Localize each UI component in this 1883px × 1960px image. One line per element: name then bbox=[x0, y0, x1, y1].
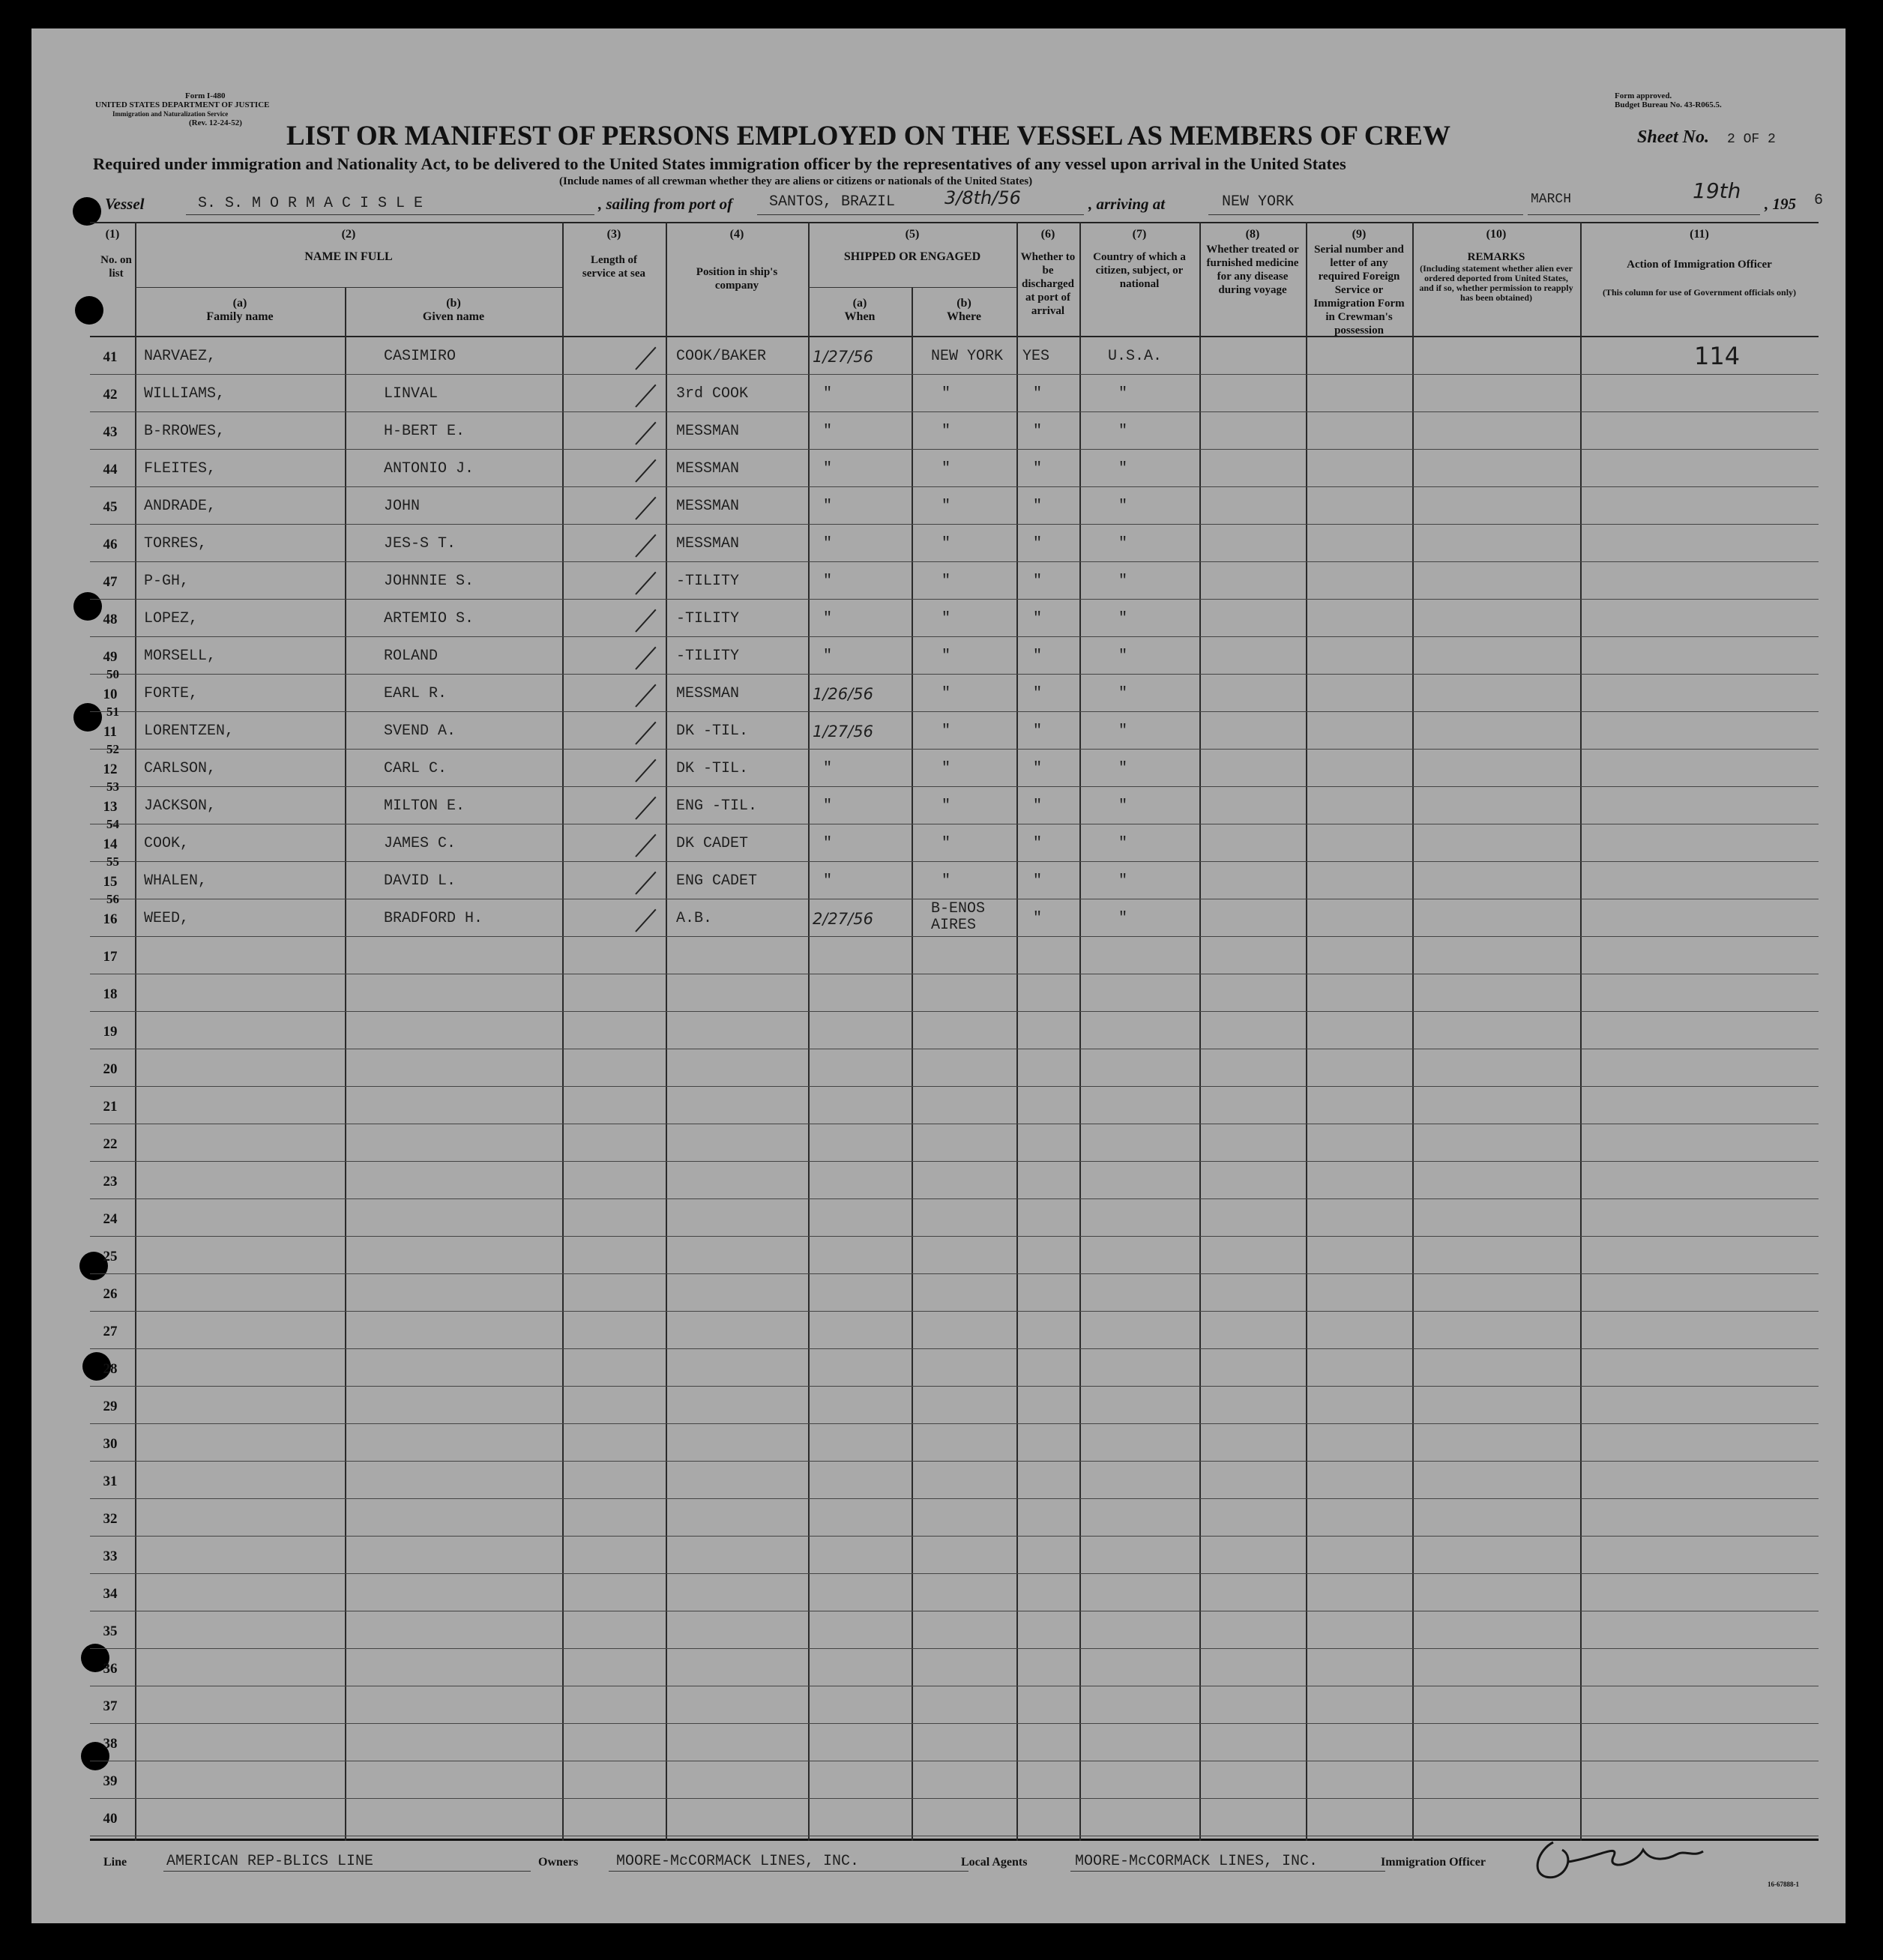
col2b-num: (b) bbox=[446, 297, 461, 310]
cell-position: -TILITY bbox=[676, 573, 740, 590]
col10-sub: (Including statement whether alien ever ordered deported from United States, and if so, whether permission to reapply has been obtained) bbox=[1419, 263, 1573, 303]
table-top-rule bbox=[90, 222, 1819, 223]
form-subtitle: Required under immigration and Nationality Act, to be delivered to the United States immigration officer by the representatives of any vessel upon arrival in the United States bbox=[93, 154, 1346, 173]
row-number: 19 bbox=[103, 1024, 118, 1040]
service-check-mark bbox=[635, 497, 656, 520]
col5-label: SHIPPED OR ENGAGED bbox=[843, 250, 981, 263]
cell-family: FORTE, bbox=[144, 685, 199, 702]
row-number: 30 bbox=[103, 1436, 118, 1452]
cell-when: " bbox=[823, 648, 833, 665]
row-number: 14 bbox=[103, 836, 118, 852]
row-number-handwritten: 56 bbox=[106, 892, 119, 906]
col-divider bbox=[912, 287, 913, 1841]
cell-when: " bbox=[823, 797, 833, 815]
cell-where: " bbox=[942, 573, 951, 590]
arrival-port: NEW YORK bbox=[1222, 193, 1295, 211]
form-number: Form I-480 bbox=[185, 91, 226, 100]
cell-position: MESSMAN bbox=[676, 498, 740, 515]
row-rule bbox=[90, 1348, 1819, 1349]
port-underline bbox=[757, 214, 1084, 215]
col9-num: (9) bbox=[1352, 228, 1367, 241]
row-number: 34 bbox=[103, 1586, 118, 1602]
row-number-handwritten: 51 bbox=[106, 705, 119, 719]
col11-sub: (This column for use of Government officials only) bbox=[1602, 287, 1797, 298]
row-rule bbox=[90, 374, 1819, 375]
cell-where: " bbox=[942, 685, 951, 702]
cell-family: WHALEN, bbox=[144, 872, 208, 890]
cell-discharge: " bbox=[1033, 685, 1043, 702]
row-number: 15 bbox=[103, 874, 118, 890]
col7-label: Country of which a citizen, subject, or national bbox=[1093, 251, 1186, 290]
cell-discharge: " bbox=[1033, 835, 1043, 852]
col-divider bbox=[1079, 222, 1081, 1841]
officer-label: Immigration Officer bbox=[1381, 1856, 1486, 1869]
row-rule bbox=[90, 786, 1819, 787]
form-note: (Include names of all crewman whether they are aliens or citizens or nationals of the United States) bbox=[559, 175, 1033, 187]
row-number: 27 bbox=[103, 1324, 118, 1339]
arrival-underline bbox=[1208, 214, 1523, 215]
row-number: 26 bbox=[103, 1286, 118, 1302]
cell-given: ARTEMIO S. bbox=[384, 610, 474, 627]
print-code: 16-67888-1 bbox=[1768, 1881, 1799, 1888]
cell-country: " bbox=[1118, 648, 1128, 665]
service-check-mark bbox=[635, 872, 656, 895]
row-rule bbox=[90, 749, 1819, 750]
row-rule bbox=[90, 936, 1819, 937]
cell-country: " bbox=[1118, 535, 1128, 552]
col2a-label: Family name bbox=[206, 310, 274, 323]
cell-position: -TILITY bbox=[676, 610, 740, 627]
cell-where: " bbox=[942, 535, 951, 552]
cell-where: NEW YORK bbox=[931, 348, 1004, 365]
cell-where: " bbox=[942, 423, 951, 440]
cell-given: CARL C. bbox=[384, 760, 448, 777]
row-number: 46 bbox=[103, 537, 118, 552]
col-divider bbox=[808, 222, 810, 1841]
row-number: 11 bbox=[103, 724, 117, 740]
officer-signature bbox=[1523, 1827, 1718, 1887]
service-check-mark bbox=[635, 647, 656, 670]
manifest-sheet bbox=[31, 28, 1846, 1923]
row-number: 44 bbox=[103, 462, 118, 477]
cell-where: " bbox=[942, 498, 951, 515]
cell-country: U.S.A. bbox=[1108, 348, 1163, 365]
col-divider bbox=[1199, 222, 1201, 1841]
col10-label: REMARKS bbox=[1467, 251, 1525, 263]
row-rule bbox=[90, 636, 1819, 637]
cell-position: ENG CADET bbox=[676, 872, 758, 890]
row-rule bbox=[90, 1311, 1819, 1312]
col9-label: Serial number and letter of any required Foreign Service or Immigration Form in Crewman's possession bbox=[1313, 244, 1405, 337]
cell-position: A.B. bbox=[676, 910, 713, 927]
col8-num: (8) bbox=[1245, 228, 1260, 241]
name-subheader-rule bbox=[135, 287, 562, 288]
service-check-mark bbox=[635, 834, 656, 857]
cell-position: MESSMAN bbox=[676, 535, 740, 552]
service-check-mark bbox=[635, 572, 656, 595]
officer-count: 114 bbox=[1694, 342, 1741, 370]
cell-family: COOK, bbox=[144, 835, 190, 852]
cell-family: TORRES, bbox=[144, 535, 208, 552]
col5a-label: When bbox=[844, 310, 876, 323]
cell-where: " bbox=[942, 460, 951, 477]
row-number: 28 bbox=[103, 1361, 118, 1377]
col-divider bbox=[1412, 222, 1414, 1841]
sailing-label: , sailing from port of bbox=[598, 195, 733, 213]
department: UNITED STATES DEPARTMENT OF JUSTICE bbox=[95, 100, 270, 109]
cell-family: LORENTZEN, bbox=[144, 723, 235, 740]
service-check-mark bbox=[635, 534, 656, 558]
form-title: LIST OR MANIFEST OF PERSONS EMPLOYED ON THE VESSEL AS MEMBERS OF CREW bbox=[286, 121, 1450, 151]
cell-family: JACKSON, bbox=[144, 797, 217, 815]
col1-num: (1) bbox=[105, 228, 120, 241]
row-number: 20 bbox=[103, 1061, 118, 1077]
row-number: 29 bbox=[103, 1399, 118, 1414]
cell-position: DK -TIL. bbox=[676, 760, 749, 777]
cell-given: JES-S T. bbox=[384, 535, 457, 552]
vessel-label: Vessel bbox=[105, 195, 145, 213]
col5b-label: Where bbox=[947, 310, 981, 323]
cell-discharge: " bbox=[1033, 872, 1043, 890]
cell-given: JOHNNIE S. bbox=[384, 573, 474, 590]
row-number: 38 bbox=[103, 1736, 118, 1752]
cell-discharge: " bbox=[1033, 423, 1043, 440]
cell-family: WILLIAMS, bbox=[144, 385, 226, 402]
cell-discharge: YES bbox=[1022, 348, 1050, 365]
cell-country: " bbox=[1118, 498, 1128, 515]
service-check-mark bbox=[635, 347, 656, 370]
table-header-rule bbox=[90, 336, 1819, 337]
line-underline bbox=[163, 1871, 531, 1872]
cell-when: " bbox=[823, 385, 833, 402]
cell-when: " bbox=[823, 423, 833, 440]
row-number: 17 bbox=[103, 949, 118, 965]
cell-country: " bbox=[1118, 797, 1128, 815]
line-label: Line bbox=[103, 1856, 127, 1869]
cell-when: " bbox=[823, 872, 833, 890]
col7-num: (7) bbox=[1132, 228, 1147, 241]
service-check-mark bbox=[635, 609, 656, 633]
row-rule bbox=[90, 561, 1819, 562]
cell-when: " bbox=[823, 760, 833, 777]
row-number: 24 bbox=[103, 1211, 118, 1227]
col5b-num: (b) bbox=[956, 297, 971, 310]
row-rule bbox=[90, 1498, 1819, 1499]
arriving-label: , arriving at bbox=[1088, 195, 1166, 213]
row-number-handwritten: 54 bbox=[106, 817, 119, 831]
cell-where: " bbox=[942, 723, 951, 740]
shipped-subheader-rule bbox=[808, 287, 1016, 288]
row-number: 32 bbox=[103, 1511, 118, 1527]
budget-bureau: Budget Bureau No. 43-R065.5. bbox=[1615, 100, 1722, 109]
row-rule bbox=[90, 1573, 1819, 1574]
col4-num: (4) bbox=[729, 228, 744, 241]
row-number: 49 bbox=[103, 649, 118, 665]
cell-given: JOHN bbox=[384, 498, 421, 515]
col-divider bbox=[1016, 222, 1018, 1841]
row-rule bbox=[90, 1386, 1819, 1387]
col2a-num: (a) bbox=[232, 297, 247, 310]
row-rule bbox=[90, 1461, 1819, 1462]
col5a-num: (a) bbox=[852, 297, 867, 310]
cell-where: " bbox=[942, 385, 951, 402]
cell-given: DAVID L. bbox=[384, 872, 457, 890]
cell-given: CASIMIRO bbox=[384, 348, 457, 365]
cell-country: " bbox=[1118, 423, 1128, 440]
service-check-mark bbox=[635, 797, 656, 820]
cell-country: " bbox=[1118, 723, 1128, 740]
col5-num: (5) bbox=[905, 228, 920, 241]
row-rule bbox=[90, 1798, 1819, 1799]
row-number: 16 bbox=[103, 911, 118, 927]
cell-where: " bbox=[942, 648, 951, 665]
row-rule bbox=[90, 1161, 1819, 1162]
cell-family: CARLSON, bbox=[144, 760, 217, 777]
service-check-mark bbox=[635, 759, 656, 783]
cell-country: " bbox=[1118, 910, 1128, 927]
row-number: 13 bbox=[103, 799, 118, 815]
cell-position: DK CADET bbox=[676, 835, 749, 852]
cell-when: " bbox=[823, 835, 833, 852]
row-number: 10 bbox=[103, 687, 118, 702]
cell-discharge: " bbox=[1033, 760, 1043, 777]
row-number: 31 bbox=[103, 1474, 118, 1489]
cell-given: EARL R. bbox=[384, 685, 448, 702]
row-rule bbox=[90, 449, 1819, 450]
row-number-handwritten: 50 bbox=[106, 667, 119, 681]
cell-when: " bbox=[823, 498, 833, 515]
vessel-underline bbox=[186, 214, 594, 215]
agents-value: MOORE-McCORMACK LINES, INC. bbox=[1075, 1853, 1319, 1870]
cell-where: B-ENOS AIRES bbox=[931, 900, 986, 934]
cell-family: WEED, bbox=[144, 910, 190, 927]
cell-family: LOPEZ, bbox=[144, 610, 199, 627]
year-prefix: , 195 bbox=[1765, 195, 1796, 213]
row-number: 33 bbox=[103, 1549, 118, 1564]
col11-num: (11) bbox=[1690, 228, 1709, 241]
row-rule bbox=[90, 1423, 1819, 1424]
departure-port: SANTOS, BRAZIL bbox=[769, 193, 896, 211]
col-divider bbox=[1306, 222, 1307, 1841]
cell-when: " bbox=[823, 573, 833, 590]
col1-label: No. on list bbox=[100, 254, 132, 280]
cell-position: 3rd COOK bbox=[676, 385, 749, 402]
departure-date: 3/8th/56 bbox=[944, 187, 1021, 208]
row-number: 42 bbox=[103, 387, 118, 402]
col-divider bbox=[135, 222, 136, 1841]
cell-when: 1/27/56 bbox=[813, 723, 873, 741]
row-number: 41 bbox=[103, 349, 118, 365]
row-number: 23 bbox=[103, 1174, 118, 1189]
arrival-day: 19th bbox=[1693, 178, 1741, 203]
owners-label: Owners bbox=[538, 1856, 579, 1869]
row-number-handwritten: 52 bbox=[106, 742, 119, 756]
cell-position: -TILITY bbox=[676, 648, 740, 665]
cell-country: " bbox=[1118, 835, 1128, 852]
form-approved: Form approved. bbox=[1615, 91, 1672, 100]
cell-when: 2/27/56 bbox=[813, 910, 873, 928]
sheet-number: 2 OF 2 bbox=[1727, 132, 1776, 147]
cell-family: NARVAEZ, bbox=[144, 348, 217, 365]
cell-when: " bbox=[823, 610, 833, 627]
cell-position: MESSMAN bbox=[676, 460, 740, 477]
row-number: 47 bbox=[103, 574, 118, 590]
cell-discharge: " bbox=[1033, 460, 1043, 477]
owners-value: MOORE-McCORMACK LINES, INC. bbox=[616, 1853, 860, 1870]
row-number: 36 bbox=[103, 1661, 118, 1677]
col3-num: (3) bbox=[606, 228, 621, 241]
cell-discharge: " bbox=[1033, 723, 1043, 740]
col2-label: NAME IN FULL bbox=[304, 250, 393, 263]
row-rule bbox=[90, 1273, 1819, 1274]
col2b-label: Given name bbox=[422, 310, 485, 323]
service-name: Immigration and Naturalization Service bbox=[112, 110, 229, 118]
row-number: 37 bbox=[103, 1698, 118, 1714]
col6-num: (6) bbox=[1040, 228, 1055, 241]
cell-family: FLEITES, bbox=[144, 460, 217, 477]
cell-discharge: " bbox=[1033, 910, 1043, 927]
cell-where: " bbox=[942, 872, 951, 890]
row-number: 43 bbox=[103, 424, 118, 440]
cell-where: " bbox=[942, 760, 951, 777]
cell-given: H-BERT E. bbox=[384, 423, 466, 440]
cell-where: " bbox=[942, 797, 951, 815]
row-rule bbox=[90, 1011, 1819, 1012]
cell-country: " bbox=[1118, 610, 1128, 627]
row-rule bbox=[90, 486, 1819, 487]
line-value: AMERICAN REP-BLICS LINE bbox=[166, 1853, 374, 1870]
year-digit: 6 bbox=[1814, 192, 1824, 209]
row-rule bbox=[90, 599, 1819, 600]
row-rule bbox=[90, 1536, 1819, 1537]
owners-underline bbox=[609, 1871, 968, 1872]
cell-country: " bbox=[1118, 760, 1128, 777]
cell-where: " bbox=[942, 835, 951, 852]
cell-position: MESSMAN bbox=[676, 685, 740, 702]
col-divider bbox=[345, 287, 346, 1841]
cell-given: ROLAND bbox=[384, 648, 439, 665]
row-number-handwritten: 55 bbox=[106, 854, 119, 869]
cell-given: ANTONIO J. bbox=[384, 460, 474, 477]
agents-label: Local Agents bbox=[961, 1856, 1028, 1869]
service-check-mark bbox=[635, 459, 656, 483]
cell-given: BRADFORD H. bbox=[384, 910, 483, 927]
cell-given: JAMES C. bbox=[384, 835, 457, 852]
row-number: 39 bbox=[103, 1773, 118, 1789]
row-number: 48 bbox=[103, 612, 118, 627]
date-underline bbox=[1528, 214, 1760, 215]
cell-family: ANDRADE, bbox=[144, 498, 217, 515]
cell-country: " bbox=[1118, 685, 1128, 702]
arrival-month: MARCH bbox=[1531, 192, 1572, 207]
cell-when: " bbox=[823, 535, 833, 552]
cell-discharge: " bbox=[1033, 498, 1043, 515]
cell-given: SVEND A. bbox=[384, 723, 457, 740]
row-number: 21 bbox=[103, 1099, 118, 1115]
row-number: 40 bbox=[103, 1811, 118, 1827]
row-number: 45 bbox=[103, 499, 118, 515]
row-rule bbox=[90, 411, 1819, 412]
row-rule bbox=[90, 674, 1819, 675]
col-divider bbox=[666, 222, 667, 1841]
row-number-handwritten: 53 bbox=[106, 780, 119, 794]
col6-label: Whether to be discharged at port of arrival bbox=[1020, 251, 1076, 317]
cell-position: ENG -TIL. bbox=[676, 797, 758, 815]
service-check-mark bbox=[635, 385, 656, 408]
cell-given: LINVAL bbox=[384, 385, 439, 402]
row-number: 22 bbox=[103, 1136, 118, 1152]
row-rule bbox=[90, 1648, 1819, 1649]
row-number: 35 bbox=[103, 1623, 118, 1639]
cell-country: " bbox=[1118, 573, 1128, 590]
cell-discharge: " bbox=[1033, 797, 1043, 815]
row-rule bbox=[90, 1723, 1819, 1724]
cell-where: " bbox=[942, 610, 951, 627]
cell-when: 1/27/56 bbox=[813, 348, 873, 366]
col-divider bbox=[1580, 222, 1582, 1841]
cell-position: MESSMAN bbox=[676, 423, 740, 440]
row-number: 25 bbox=[103, 1249, 118, 1264]
cell-discharge: " bbox=[1033, 648, 1043, 665]
col-divider bbox=[562, 222, 564, 1841]
cell-family: B-RROWES, bbox=[144, 423, 226, 440]
row-rule bbox=[90, 1236, 1819, 1237]
agents-underline bbox=[1070, 1871, 1385, 1872]
cell-discharge: " bbox=[1033, 385, 1043, 402]
cell-country: " bbox=[1118, 460, 1128, 477]
row-rule bbox=[90, 861, 1819, 862]
row-rule bbox=[90, 711, 1819, 712]
col3-label: Length of service at sea bbox=[582, 254, 646, 280]
cell-discharge: " bbox=[1033, 610, 1043, 627]
cell-family: P-GH, bbox=[144, 573, 190, 590]
cell-country: " bbox=[1118, 872, 1128, 890]
col11-label: Action of Immigration Officer bbox=[1627, 259, 1772, 271]
row-rule bbox=[90, 524, 1819, 525]
col4-label: Position in ship's company bbox=[696, 266, 778, 292]
service-check-mark bbox=[635, 422, 656, 445]
col10-num: (10) bbox=[1486, 228, 1507, 241]
revision: (Rev. 12-24-52) bbox=[189, 118, 242, 127]
service-check-mark bbox=[635, 684, 656, 708]
row-number: 18 bbox=[103, 986, 118, 1002]
cell-discharge: " bbox=[1033, 573, 1043, 590]
cell-position: DK -TIL. bbox=[676, 723, 749, 740]
sheet-label: Sheet No. bbox=[1637, 127, 1709, 147]
row-rule bbox=[90, 1086, 1819, 1087]
punch-hole bbox=[75, 296, 103, 325]
service-check-mark bbox=[635, 722, 656, 745]
col2-num: (2) bbox=[341, 228, 356, 241]
cell-when: " bbox=[823, 460, 833, 477]
cell-given: MILTON E. bbox=[384, 797, 466, 815]
col8-label: Whether treated or furnished medicine for any disease during voyage bbox=[1206, 244, 1299, 296]
service-check-mark bbox=[635, 909, 656, 932]
row-number: 12 bbox=[103, 762, 118, 777]
cell-family: MORSELL, bbox=[144, 648, 217, 665]
vessel-name: S. S. M O R M A C I S L E bbox=[198, 195, 424, 212]
cell-when: 1/26/56 bbox=[813, 685, 873, 703]
cell-discharge: " bbox=[1033, 535, 1043, 552]
cell-country: " bbox=[1118, 385, 1128, 402]
cell-position: COOK/BAKER bbox=[676, 348, 767, 365]
row-rule bbox=[90, 1198, 1819, 1199]
